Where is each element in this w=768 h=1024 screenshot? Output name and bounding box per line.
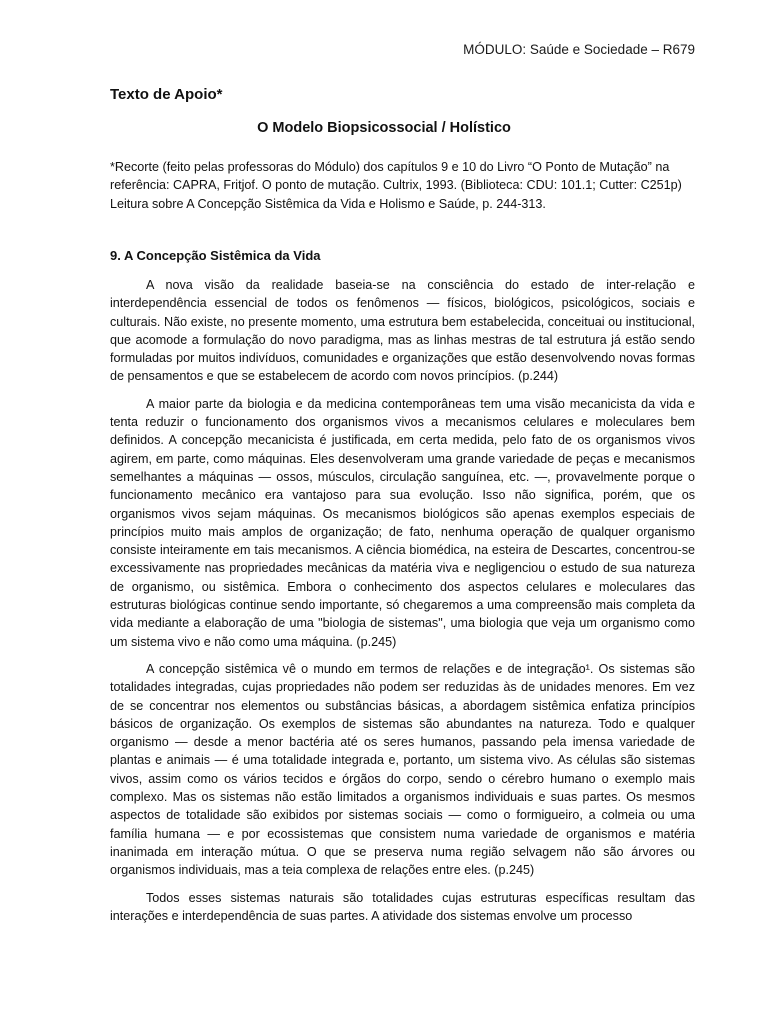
course-header: MÓDULO: Saúde e Sociedade – R679 xyxy=(463,42,695,57)
section-body xyxy=(110,276,695,934)
paragraph: Todos esses sistemas naturais são totalidades cujas estruturas específicas resultam das interações e interdependência de suas partes. A atividade dos sistemas envolve um processo xyxy=(110,890,695,923)
support-text-title: Texto de Apoio* xyxy=(110,86,223,103)
paragraph: A concepção sistêmica vê o mundo em termos de relações e de integração¹. Os sistemas são totalidades integradas, cujas propriedades não podem ser reduzidas às de unidades menores. Em vez de se concentrar nos elementos ou substâncias básicas, a abordagem sistêmica enfatiza princípios básicos de organização. Os exemplos de sistemas são abundantes na natureza. Todo e qualquer organismo — desde a menor bactéria até os seres humanos, passando pela imensa variedade de plantas e animais — é uma totalidade integrada e, portanto, um sistema vivo. As células são sistemas vivos, assim como os vários tecidos e órgãos do corpo, sendo o cérebro humano o exemplo mais complexo. Mas os sistemas não estão limitados a organismos individuais e suas partes. Os mesmos aspectos de totalidade são exibidos por sistemas sociais — como o formigueiro, a colmeia ou uma família humana — e por ecossistemas que consistem numa variedade de organismos e matéria inanimada em interação mútua. O que se preserva numa região selvagem não são árvores ou organismos individuais, mas a teia complexa de relações entre eles. (p.245) xyxy=(110,661,695,878)
reference-note xyxy=(110,158,695,213)
section-heading: 9. A Concepção Sistêmica da Vida xyxy=(110,248,321,263)
paragraph: A maior parte da biologia e da medicina contemporâneas tem uma visão mecanicista da vida e tenta reduzir o funcionamento dos organismos vivos a mecanismos celulares e moleculares bem definidos. A concepção mecanicista é justificada, em certa medida, pelo fato de os organismos vivos agirem, em parte, como máquinas. Eles desenvolveram uma grande variedade de peças e mecanismos semelhantes a máquinas — ossos, músculos, circulação sanguínea, etc. —, provavelmente porque o funcionamento mecânico era vantajoso para sua evolução. Isso não significa, porém, que os organismos vivos sejam máquinas. Os mecanismos biológicos são apenas exemplos especiais de princípios muito mais amplos de organização; de fato, nenhuma operação de qualquer organismo consiste inteiramente em tais mecanismos. A ciência biomédica, na esteira de Descartes, concentrou-se excessivamente nas propriedades mecânicas da matéria viva e negligenciou o estudo de sua natureza de organismo, ou sistêmica. Embora o conhecimento dos aspectos celulares e moleculares das estruturas biológicas continue sendo importante, só chegaremos a uma compreensão mais completa da vida mediante a elaboração de uma "biologia de sistemas", uma biologia que veja um organismo como um sistema vivo e não como uma máquina. (p.245) xyxy=(110,396,695,649)
document-title: O Modelo Biopsicossocial / Holístico xyxy=(257,120,511,136)
reference-citation: *Recorte (feito pelas professoras do Módulo) dos capítulos 9 e 10 do Livro “O Ponto de Mutação” na referência: CAPRA, Fritjof. O ponto de mutação. Cultrix, 1993. (Biblioteca: CDU: 101.1; Cutter: C251p) xyxy=(110,160,682,193)
reference-reading-note: Leitura sobre A Concepção Sistêmica da Vida e Holismo e Saúde, p. 244-313. xyxy=(110,196,546,211)
paragraph: A nova visão da realidade baseia-se na consciência do estado de inter-relação e interdependência essencial de todos os fenômenos — físicos, biológicos, psicológicos, sociais e culturais. Não existe, no presente momento, uma estrutura bem estabelecida, conceituai ou institucional, que acomode a formulação do novo paradigma, mas as linhas mestras de tal estrutura já estão sendo formuladas por muitos indivíduos, comunidades e organizações que estão desenvolvendo novas formas de pensamentos e que se estabelecem de acordo com novos princípios. (p.244) xyxy=(110,278,695,384)
